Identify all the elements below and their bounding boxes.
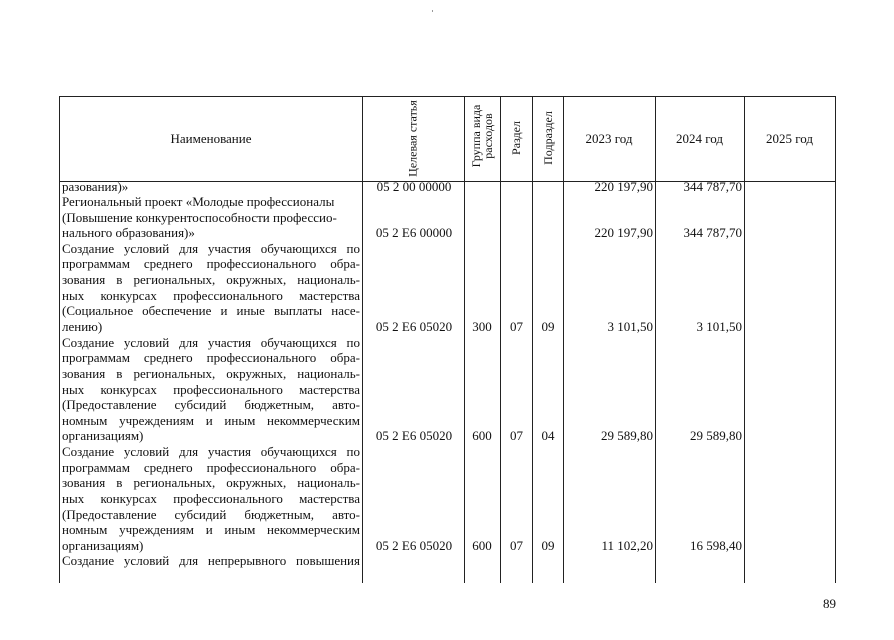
name-line: Создание условий для участия обучающихся по	[62, 335, 360, 350]
header-2023: 2023 год	[585, 131, 633, 146]
name-line: зования в региональных, окружных, националь-	[62, 272, 360, 287]
cell-2024: 29 589,80	[690, 428, 742, 443]
name-line: ных конкурсах профессионального мастерства	[62, 382, 360, 397]
cell-subsection: 04	[541, 428, 555, 443]
cell-target-code: 05 2 E6 00000	[375, 225, 453, 240]
header-2024: 2024 год	[676, 131, 723, 146]
header-group: Группа вида расходов	[469, 104, 495, 168]
name-line: Создание условий для участия обучающихся по	[62, 444, 360, 459]
header-name: Наименование	[170, 131, 252, 146]
table-header	[60, 97, 835, 182]
cell-2023: 11 102,20	[601, 538, 653, 553]
name-line: зования в региональных, окружных, националь-	[62, 366, 360, 381]
header-section: Раздел	[509, 121, 523, 155]
name-line: номным учреждениям и иным некоммерческим	[62, 522, 360, 537]
cell-2023: 220 197,90	[594, 179, 653, 194]
name-line: организациям)	[62, 428, 144, 443]
scan-mark	[432, 10, 433, 12]
name-line: (Социальное обеспечение и иные выплаты насе-	[62, 303, 360, 318]
cell-group: 600	[472, 428, 492, 443]
header-subsection: Подраздел	[541, 111, 555, 165]
cell-section: 07	[510, 319, 523, 334]
cell-2023: 220 197,90	[594, 225, 653, 240]
header-2025: 2025 год	[766, 131, 813, 146]
name-line: номным учреждениям и иным некоммерческим	[62, 413, 360, 428]
cell-target-code: 05 2 E6 05020	[375, 538, 453, 553]
budget-table	[59, 96, 836, 583]
cell-2024: 16 598,40	[690, 538, 742, 553]
name-line: зования в региональных, окружных, националь-	[62, 475, 360, 490]
name-line: программам среднего профессионального обра-	[62, 350, 360, 365]
cell-section: 07	[510, 428, 523, 443]
cell-group: 300	[472, 319, 492, 334]
name-line: Создание условий для непрерывного повышения	[62, 553, 360, 568]
cell-subsection: 09	[541, 538, 555, 553]
name-line: программам среднего профессионального обра-	[62, 460, 360, 475]
table-body	[60, 179, 835, 583]
cell-section: 07	[510, 538, 523, 553]
cell-target-code: 05 2 00 00000	[376, 179, 452, 194]
name-line: разования)»	[62, 179, 129, 194]
header-target: Целевая статья	[405, 100, 420, 177]
name-line: (Повышение конкурентоспособности профессио-	[62, 210, 337, 225]
cell-group: 600	[472, 538, 492, 553]
cell-2023: 3 101,50	[607, 319, 653, 334]
cell-2024: 344 787,70	[683, 179, 742, 194]
name-line: Создание условий для участия обучающихся по	[62, 241, 360, 256]
name-line: (Предоставление субсидий бюджетным, авто-	[62, 507, 360, 522]
cell-2024: 3 101,50	[696, 319, 742, 334]
cell-target-code: 05 2 E6 05020	[375, 319, 453, 334]
cell-2024: 344 787,70	[683, 225, 742, 240]
name-line: ных конкурсах профессионального мастерства	[62, 288, 360, 303]
page-number: 89	[823, 596, 836, 611]
name-line: программам среднего профессионального обра-	[62, 256, 360, 271]
name-line: нального образования)»	[62, 225, 195, 240]
name-line: лению)	[62, 319, 103, 334]
name-line: Региональный проект «Молодые профессионалы	[62, 194, 335, 209]
name-line: ных конкурсах профессионального мастерства	[62, 491, 360, 506]
name-line: организациям)	[62, 538, 144, 553]
cell-2023: 29 589,80	[601, 428, 653, 443]
name-line: (Предоставление субсидий бюджетным, авто-	[62, 397, 360, 412]
cell-subsection: 09	[541, 319, 555, 334]
cell-target-code: 05 2 E6 05020	[375, 428, 453, 443]
